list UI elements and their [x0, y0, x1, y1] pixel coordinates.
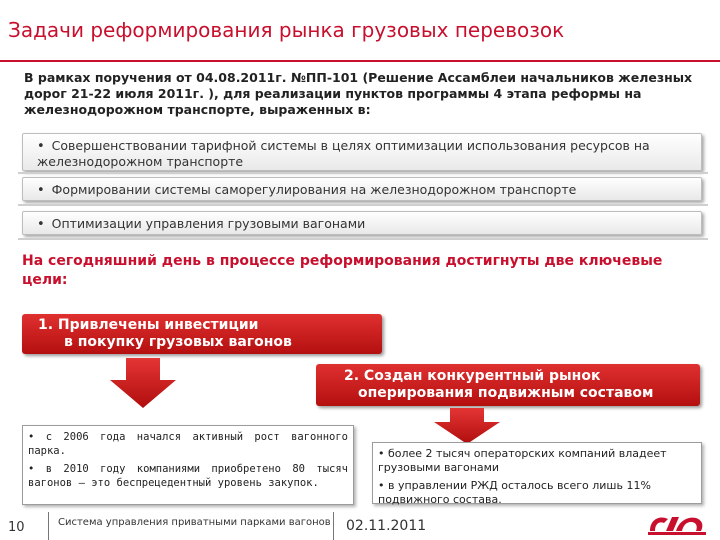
bullet-text: Формировании системы саморегулирования на железнодорожном транспорте: [51, 182, 577, 197]
panel-item: • в 2010 году компаниями приобретено 80 тысяч вагонов – это беспрецедентный уровень закупок.: [28, 463, 348, 489]
slide-title: Задачи реформирования рынка грузовых перевозок: [8, 18, 565, 42]
task-bullet-wagons: [22, 211, 702, 235]
divider: [18, 172, 708, 174]
task-bullet-tariff: [22, 133, 702, 171]
footer-system-name: Система управления приватными парками вагонов: [58, 517, 331, 528]
bullet-text: Оптимизации управления грузовыми вагонами: [51, 216, 366, 231]
down-arrow-icon: [432, 408, 502, 444]
panel-item: • с 2006 года начался активный рост вагонного парка.: [28, 431, 348, 457]
bullet-text: Совершенствовании тарифной системы в целях оптимизации использования ресурсов на железнодорожном транспорте: [37, 138, 650, 169]
goal-line: оперирования подвижным составом: [358, 385, 654, 401]
down-arrow-icon: [108, 358, 178, 408]
goal-investments: [22, 314, 382, 354]
page-number: 10: [8, 520, 25, 535]
goal-competitive-market: [316, 364, 700, 406]
divider: [18, 204, 708, 206]
intro-paragraph: В рамках поручения от 04.08.2011г. №ПП-101 (Решение Ассамблеи начальников железных дорог 21-22 июля 2011г. ), для реализации пунктов программы 4 этапа реформы на железнодорожном транспорте, выраженных в:: [24, 70, 693, 117]
goal-line: в покупку грузовых вагонов: [64, 334, 292, 350]
task-bullet-selfregulation: [22, 177, 702, 201]
market-details-panel: [372, 442, 702, 504]
panel-item: • в управлении РЖД осталось всего лишь 11% подвижного состава.: [378, 479, 651, 506]
panel-item: • более 2 тысяч операторских компаний владеет грузовыми вагонами: [378, 447, 667, 474]
footer-divider: [333, 512, 334, 540]
key-goals-heading: На сегодняшний день в процессе реформирования достигнуты две ключевые цели:: [22, 253, 663, 288]
title-divider: [0, 60, 720, 62]
goal-line: 2. Создан конкурентный рынок: [344, 368, 601, 384]
footer-date: 02.11.2011: [346, 518, 427, 534]
footer-divider: [48, 512, 49, 540]
investments-details-panel: [22, 425, 354, 505]
bullet-dot: •: [37, 217, 45, 232]
bullet-dot: •: [37, 139, 45, 154]
goal-line: 1. Привлечены инвестиции: [38, 317, 259, 333]
divider: [18, 238, 708, 240]
rzd-logo: [646, 511, 710, 537]
bullet-dot: •: [37, 183, 45, 198]
